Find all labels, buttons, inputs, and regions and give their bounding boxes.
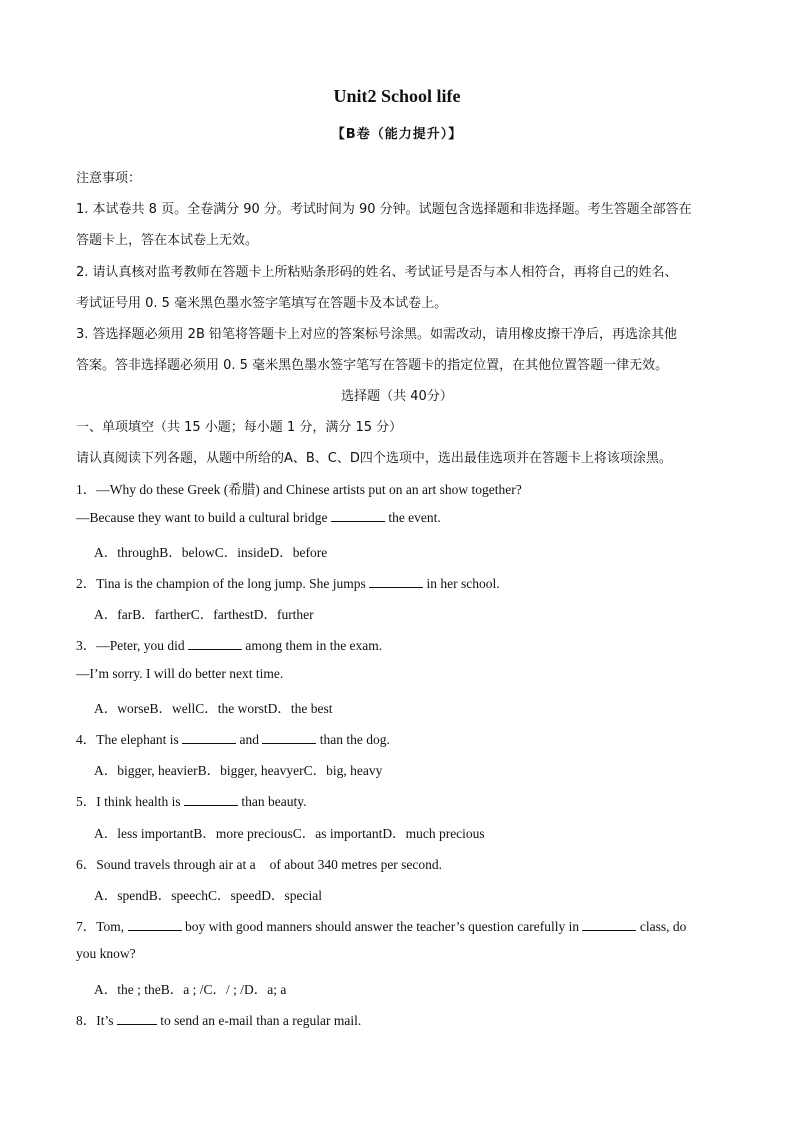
question-4 [76,728,390,748]
question-text: The elephant is [96,732,179,747]
question-3 [76,634,382,654]
answer-blank [262,732,316,744]
question-text: —Why do these Greek (希腊) and Chinese artists put on an art show together? [96,482,522,497]
question-5 [76,790,306,810]
question-text: than beauty. [238,794,307,809]
page-subtitle: 【B卷（能力提升）】 [331,127,463,142]
page-title: Unit2 School life [333,86,461,106]
notes-heading: 注意事项： [76,171,142,186]
question-text: boy with good manners should answer the teacher’s question carefully in [181,919,580,934]
question-number: 1． [76,482,97,497]
question-text: among them in the exam. [241,638,383,653]
note-3-line-1: 3. 答选择题必须用 2B 铅笔将答题卡上对应的答案标号涂黑。如需改动，请用橡皮擦干净后，再选涂其他 [76,327,677,342]
answer-blank [188,638,242,650]
answer-blank [582,919,636,931]
question-7-options: A．the ; theB．a ; /C．/ ; /D．a; a [94,982,287,997]
question-2-options: A．farB．fartherC．farthestD．further [94,607,314,622]
note-2-line-2: 考试证号用 0. 5 毫米黑色墨水签字笔填写在答题卡及本试卷上。 [76,296,448,311]
answer-blank [184,794,238,806]
question-6 [76,853,442,873]
note-1-line-1: 1. 本试卷共 8 页。全卷满分 90 分。考试时间为 90 分钟。试题包含选择题和非选择题。考生答题全部答在 [76,202,692,217]
question-7-continuation: you know? [76,946,136,961]
question-text: than the dog. [316,732,390,747]
question-1-answer-line [76,510,441,526]
note-2-line-1: 2. 请认真核对监考教师在答题卡上所粘贴条形码的姓名、考试证号是否与本人相符合，再将自己的姓名、 [76,265,678,280]
part-instruction: 请认真阅读下列各题，从题中所给的A、B、C、D四个选项中，选出最佳选项并在答题卡上将该项涂黑。 [76,451,672,466]
question-number: 6． [76,857,97,872]
question-text: the event. [384,510,441,525]
question-text: of about 340 metres per second. [269,857,443,872]
question-number: 5． [76,794,97,809]
question-4-options: A．bigger, heavierB．bigger, heavyerC．big, heavy [94,763,383,778]
section-title: 选择题（共 40分） [341,389,453,404]
question-text: Tina is the champion of the long jump. She jumps [96,576,366,591]
question-1 [76,478,522,498]
question-number: 2． [76,576,97,591]
question-1-options: A．throughB．belowC．insideD．before [94,545,328,560]
question-text: —Because they want to build a cultural bridge [76,510,328,525]
question-text: to send an e-mail than a regular mail. [156,1013,362,1028]
question-text: I think health is [96,794,181,809]
question-5-options: A．less importantB．more preciousC．as importantD．much precious [94,826,485,841]
question-3-answer-line: —I’m sorry. I will do better next time. [76,666,284,681]
question-number: 7． [76,919,97,934]
question-3-options: A．worseB．wellC．the worstD．the best [94,701,333,716]
part-title: 一、单项填空（共 15 小题；每小题 1 分，满分 15 分） [76,420,403,435]
question-text: in her school. [423,576,500,591]
question-8 [76,1009,361,1029]
question-2 [76,572,500,592]
question-text: Sound travels through air at a [96,857,256,872]
question-number: 4． [76,732,97,747]
question-text: Tom, [96,919,125,934]
note-1-line-2: 答题卡上，答在本试卷上无效。 [76,233,259,248]
answer-blank [128,919,182,931]
question-6-options: A．spendB．speechC．speedD．special [94,888,322,903]
question-number: 3． [76,638,97,653]
answer-blank [117,1013,157,1025]
question-text: class, do [636,919,687,934]
question-text: It’s [96,1013,114,1028]
question-text: —Peter, you did [96,638,185,653]
note-3-line-2: 答案。答非选择题必须用 0. 5 毫米黑色墨水签字笔写在答题卡的指定位置，在其他位置答题一律无效。 [76,358,669,373]
question-7 [76,915,686,935]
question-text: and [236,732,259,747]
answer-blank [182,732,236,744]
answer-blank [331,510,385,522]
question-number: 8． [76,1013,97,1028]
answer-blank [369,576,423,588]
